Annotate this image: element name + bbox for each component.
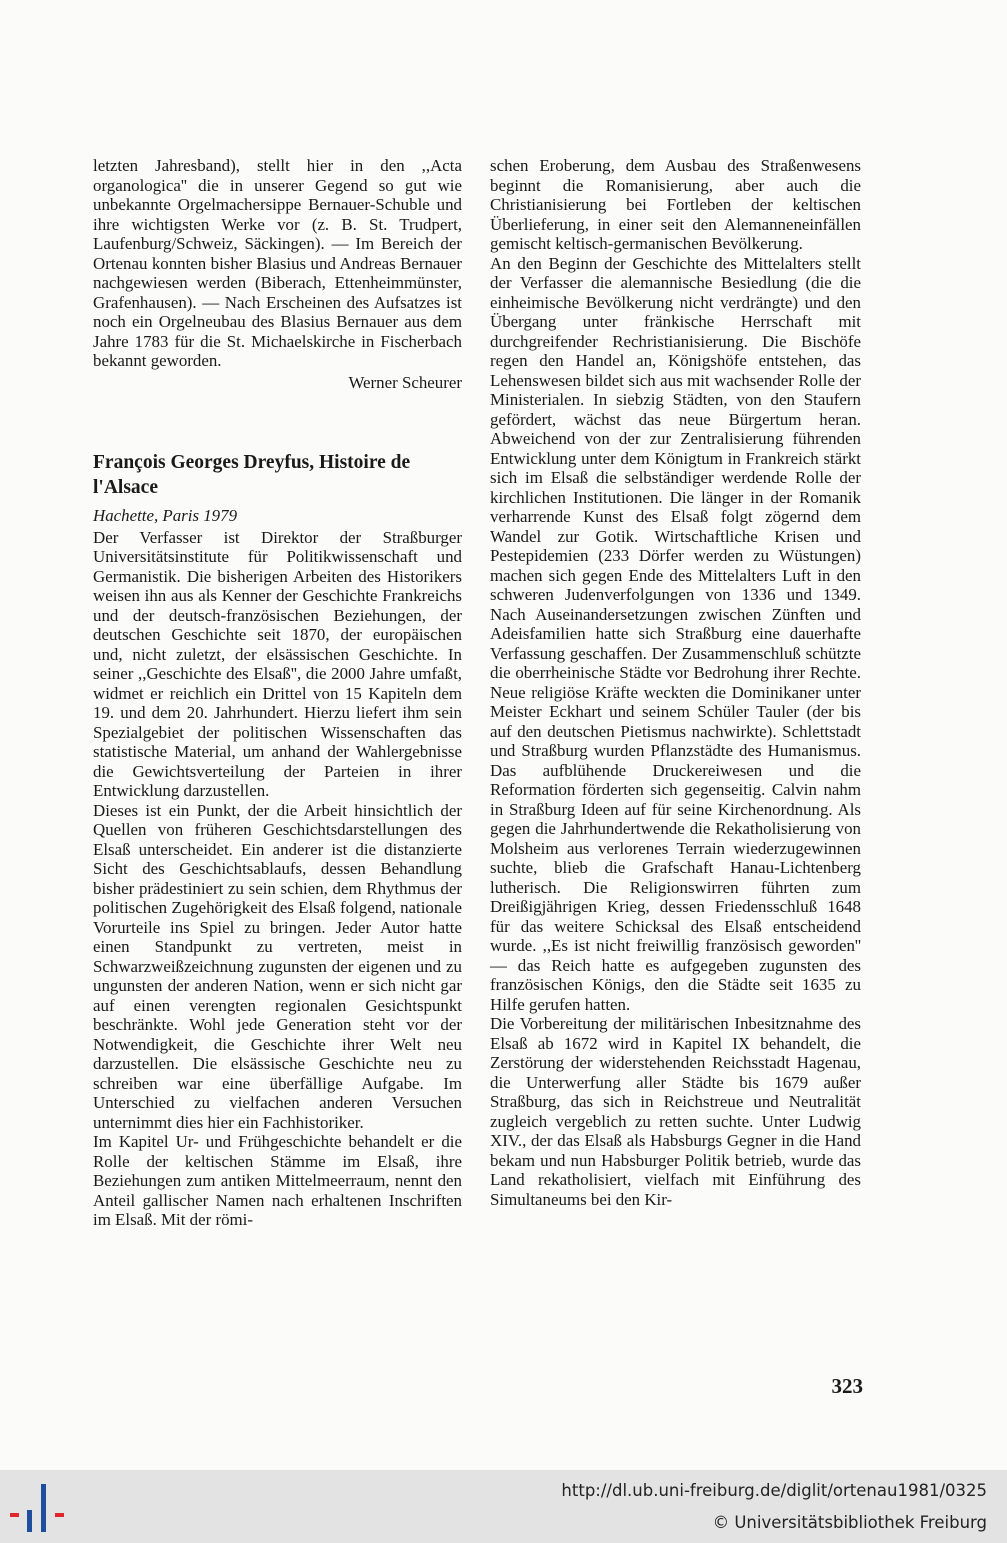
right-paragraph-2: An den Beginn der Geschichte des Mittelalters stellt der Verfasser die alemannische Besiedlung (die die einheimische Bevölkerung nicht verdrängte) und den Übergang unter fränkische Herrschaft mit durchgreifender Rechristianisierung. Die Bischöfe regen den Handel an, Königshöfe entstehen, das Lehenswesen bildet sich aus mit wachsender Rolle der Ministerialen. In siebzig Städten, von den Staufern gefördert, wächst das neue Bürgertum heran. Abweichend von der zur Zentralisierung führenden Entwicklung unter dem Königtum in Frankreich stärkt sich im Elsaß die selbständiger werdende Rolle der kirchlichen Institutionen. Die länger in der Romanik verharrende Kunst des Elsaß folgt zögernd dem Wandel zur Gotik. Wirtschaftliche Krisen und Pestepidemien (233 Dörfer werden zu Wüstungen) machen sich gegen Ende des Mittelalters Luft in den schweren Judenverfolgungen von 1336 und 1349. Nach Auseinandersetzungen zwischen Zünften und Adeisfamilien hatte sich Straßburg eine dauerhafte Verfassung geschaffen. Der Zusammenschluß schützte die oberrheinische Städte vor Bedrohung ihrer Rechte. Neue religiöse Kräfte weckten die Dominikaner unter Meister Eckhart und seinem Schüler Tauler (der bis auf den deutschen Pietismus nachwirkte). Schlettstadt und Straßburg wurden Pflanzstädte des Humanismus. Das aufblühende Druckereiwesen und die Reformation förderten sich gegenseitig. Calvin nahm in Straßburg Ideen auf für seine Kirchenordnung. Als gegen die Jahrhundertwende die Rekatholisierung von Molsheim aus verlorenes Terrain wiederzugewinnen suchte, blieb die Grafschaft Hanau-Lichtenberg lutherisch. Die Religionswirren führten zum Dreißigjährigen Krieg, dessen Friedensschluß 1648 für das weitere Schicksal des Elsaß entscheidend wurde. ,,Es ist nicht freiwillig französisch geworden'' — das Reich hatte es aufgegeben zugunsten des französischen Königs, den die Städte seit 1635 zu Hilfe gerufen hatten. [490,253,861,1014]
footer-url-link[interactable]: http://dl.ub.uni-freiburg.de/diglit/ortenau1981/0325 [561,1481,987,1500]
ub-freiburg-logo-icon [10,1480,66,1536]
review-publisher: Hachette, Paris 1979 [93,506,238,525]
review-title: François Georges Dreyfus, Histoire de l'Alsace [93,452,411,498]
footer-bar [0,1470,1007,1543]
review-signature: Werner Scheurer [348,372,462,392]
review-paragraph-3: Im Kapitel Ur- und Frühgeschichte behandelt er die Rolle der keltischen Stämme im Elsaß, ihre Beziehungen zum antiken Mittelmeerraum, nennt den Anteil gallischer Namen nach erhaltenen Inschriften im Elsaß. Mit der römi- [93,1132,462,1229]
right-paragraph-1: schen Eroberung, dem Ausbau des Straßenwesens beginnt die Romanisierung, aber auch die Christianisierung bei Fortleben der keltischen Überlieferung, in einer seit den Alemanneneinfällen gemischt keltisch-germanischen Bevölkerung. [490,156,861,253]
page-number: 323 [831,1374,863,1398]
footer-copyright: © Universitätsbibliothek Freiburg [712,1513,987,1532]
review-paragraph-2: Dieses ist ein Punkt, der die Arbeit hinsichtlich der Quellen von früheren Geschichtsdarstellungen des Elsaß unterscheidet. Ein anderer ist die distanzierte Sicht des Geschichtsablaufs, dessen Behandlung bisher prädestiniert zu sein schien, dem Rhythmus der politischen Zugehörigkeit des Elsaß folgend, nationale Vorurteile ins Spiel zu bringen. Jeder Autor hatte einen Standpunkt zu vertreten, meist in Schwarzweißzeichnung zugunsten der eigenen und zu ungunsten der anderen Nation, wenn er sich nicht gar auf einen verengten regionalen Gesichtspunkt beschränkte. Wohl jede Generation steht vor der Notwendigkeit, die Geschichte ihrer Welt neu darzustellen. Die elsässische Geschichte neu zu schreiben war eine überfällige Aufgabe. Im Unterschied zu vielfachen anderen Versuchen unternimmt dies hier ein Fachhistoriker. [93,800,462,1132]
left-column [93,156,462,1230]
right-paragraph-3: Die Vorbereitung der militärischen Inbesitznahme des Elsaß ab 1672 wird in Kapitel IX behandelt, die Zerstörung der widerstehenden Reichsstadt Hagenau, die Unterwerfung aller Städte bis 1679 außer Straßburg, das sich in Reichstreue und Neutralität zugleich vergeblich zu retten suchte. Unter Ludwig XIV., der das Elsaß als Habsburgs Gegner in die Hand bekam und nun Habsburger Politik betrieb, wurde das Land rekatholisiert, vielfach mit Einführung des Simultaneums bei den Kir- [490,1014,861,1209]
review-paragraph-1: Der Verfasser ist Direktor der Straßburger Universitätsinstitute für Politikwissenschaft und Germanistik. Die bisherigen Arbeiten des Historikers weisen ihn aus als Kenner der Geschichte Frankreichs und der deutsch-französischen Beziehungen, der deutschen Geschichte seit 1870, der europäischen und, nicht zuletzt, der elsässischen Geschichte. In seiner ,,Geschichte des Elsaß'', die 2000 Jahre umfaßt, widmet er reichlich ein Drittel von 15 Kapiteln dem 19. und dem 20. Jahrhundert. Hierzu liefert ihm sein Spezialgebiet der politischen Wissenschaften das statistische Material, um anhand der Wahlergebnisse die Gewichtsverteilung der Parteien in ihrer Entwicklung darzustellen. [93,527,462,800]
right-column [490,156,861,1209]
intro-paragraph: letzten Jahresband), stellt hier in den ,,Acta organologica'' die in unserer Gegend so gut wie unbekannte Orgelmachersippe Bernauer-Schuble und ihre wichtigsten Werke vor (z. B. St. Trudpert, Laufenburg/Schweiz, Säckingen). — Im Bereich der Ortenau konnten bisher Blasius und Andreas Bernauer nachgewiesen werden (Biberach, Ettenheimmünster, Grafenhausen). — Nach Erscheinen des Aufsatzes ist noch ein Orgelneubau des Blasius Bernauer aus dem Jahre 1783 für die St. Michaelskirche in Fischerbach bekannt geworden. [93,156,462,370]
